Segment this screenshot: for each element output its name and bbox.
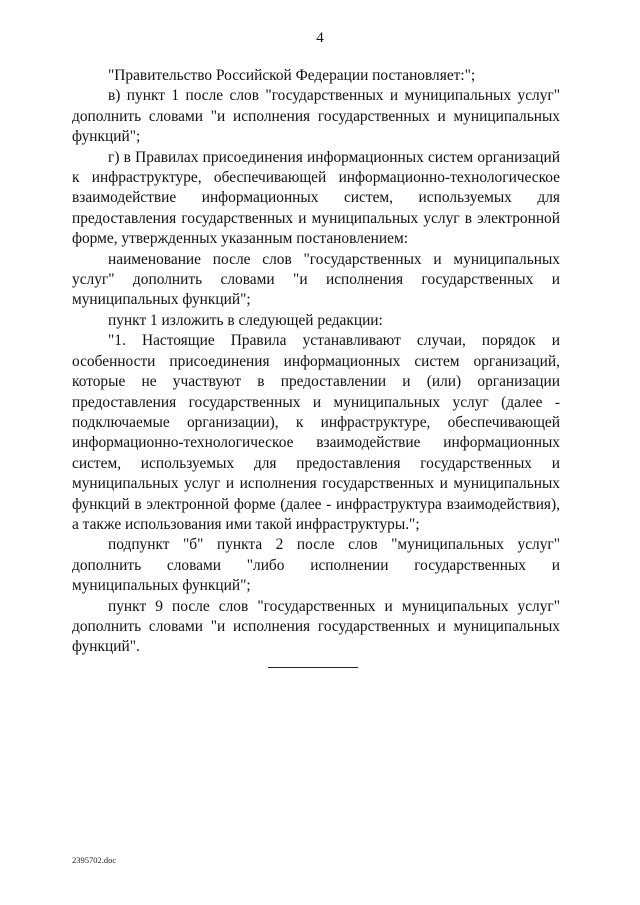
paragraph-title-amendment: наименование после слов "государственных и муниципальных услуг" дополнить словами "и исполнения государственных и муниципальных функций";: [72, 250, 560, 309]
document-body: [72, 66, 560, 658]
end-separator-line: [268, 667, 358, 668]
paragraph-item-v: в) пункт 1 после слов "государственных и муниципальных услуг" дополнить словами "и исполнения государственных и муниципальных функций";: [72, 87, 560, 146]
paragraph-point-9: пункт 9 после слов "государственных и муниципальных услуг" дополнить словами "и исполнения государственных и муниципальных функций".: [72, 597, 560, 656]
paragraph-item-g: г) в Правилах присоединения информационных систем организаций к инфраструктуре, обеспечивающей информационно-технологическое взаимодействие информационных систем, используемых для предоставления государственных и муниципальных услуг в электронной форме, утвержденных указанным постановлением:: [72, 148, 560, 248]
paragraph-point-1-intro: пункт 1 изложить в следующей редакции:: [108, 311, 383, 329]
paragraph-decree-clause: "Правительство Российской Федерации постановляет:";: [108, 67, 476, 84]
paragraph-point-1-text: "1. Настоящие Правила устанавливают случаи, порядок и особенности присоединения информационных систем организаций, которые не участвуют в предоставлении и (или) организации предоставления государственных и муниципальных услуг (далее - подключаемые организации), к инфраструктуре, обеспечивающей информационно-технологическое взаимодействие информационных систем, используемых для предоставления государственных и муниципальных услуг и исполнения государственных и муниципальных функций в электронной форме (далее - инфраструктура взаимодействия), а также использования ими такой инфраструктуры.";: [72, 332, 560, 533]
footer-filename: 2395702.doc: [72, 855, 117, 865]
page-number: 4: [316, 30, 324, 46]
paragraph-subpoint-b: подпункт "б" пункта 2 после слов "муниципальных услуг" дополнить словами "либо исполнении государственных и муниципальных функций";: [72, 536, 560, 595]
